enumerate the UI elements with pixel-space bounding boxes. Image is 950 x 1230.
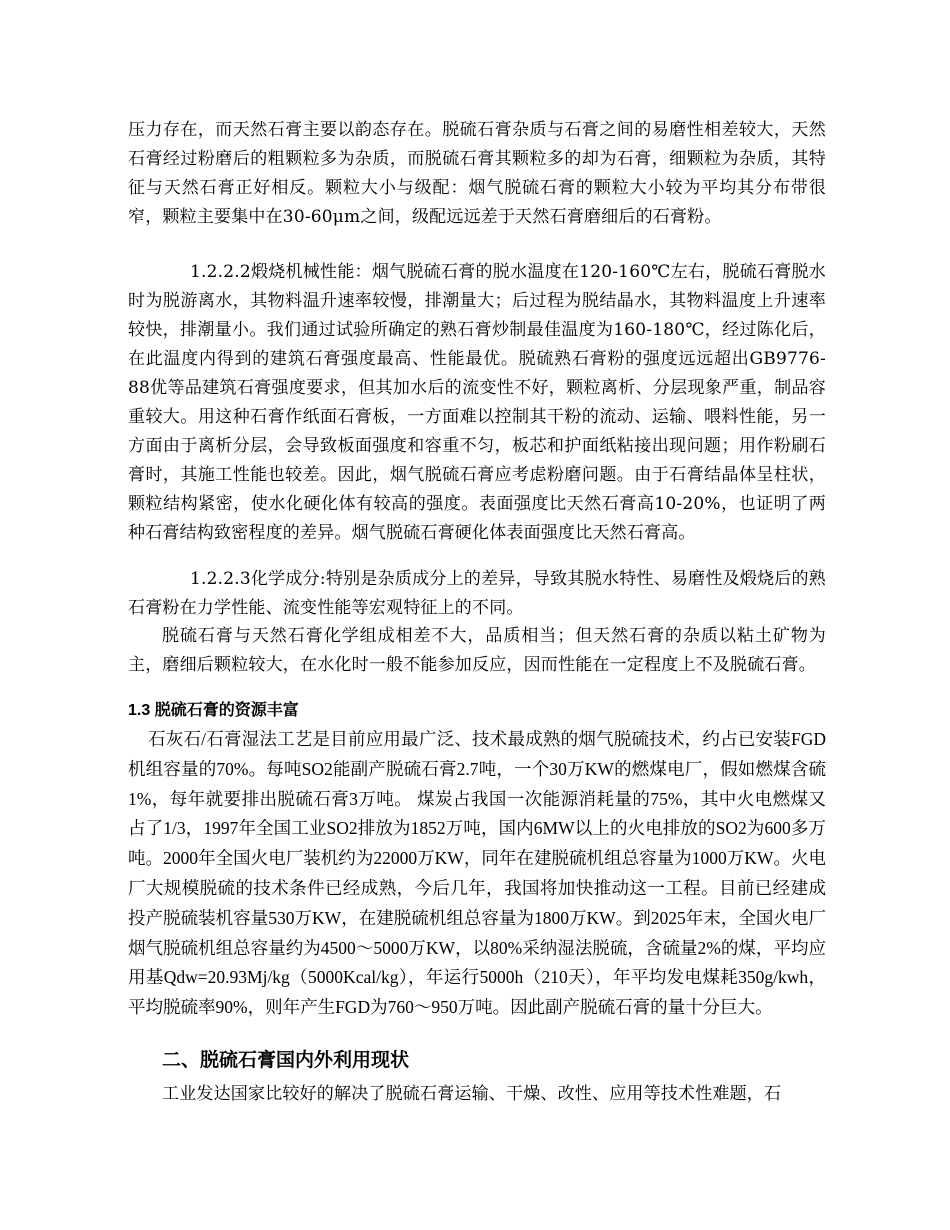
paragraph-composition-comparison: 脱硫石膏与天然石膏化学组成相差不大，品质相当；但天然石膏的杂质以粘土矿物为主，磨细后颗粒较大，在水化时一般不能参加反应，因而性能在一定程度上不及脱硫石膏。 xyxy=(128,626,826,675)
paragraph-chemical-composition: 1.2.2.3化学成分:特别是杂质成分上的差异，导致其脱水特性、易磨性及煅烧后的熟石膏粉在力学性能、流变性能等宏观特征上的不同。 xyxy=(128,569,826,618)
chapter-heading-2: 二、脱硫石膏国内外利用现状 xyxy=(162,1049,410,1071)
section-heading-1-3: 1.3 脱硫石膏的资源丰富 xyxy=(128,702,299,719)
paragraph-calcination-performance: 1.2.2.2煅烧机械性能：烟气脱硫石膏的脱水温度在120-160℃左右，脱硫石膏脱水时为脱游离水，其物料温升速率较慢，排潮量大；后过程为脱结晶水，其物料温度上升速率较快，排潮量小。我们通过试验所确定的熟石膏炒制最佳温度为160-180℃，经过陈化后，在此温度内得到的建筑石膏强度最高、性能最优。脱硫熟石膏粉的强度远远超出GB9776-88优等品建筑石膏强度要求，但其加水后的流变性不好，颗粒离析、分层现象严重，制品容重较大。用这种石膏作纸面石膏板，一方面难以控制其干粉的流动、运输、喂料性能，另一方面由于离析分层，会导致板面强度和容重不匀，板芯和护面纸粘接出现问题；用作粉刷石膏时，其施工性能也较差。因此，烟气脱硫石膏应考虑粉磨问题。由于石膏结晶体呈柱状，颗粒结构紧密，使水化硬化体有较高的强度。表面强度比天然石膏高10-20%，也证明了两种石膏结构致密程度的差异。烟气脱硫石膏硬化体表面强度比天然石膏高。 xyxy=(128,262,826,543)
paragraph-resources: 石灰石/石膏湿法工艺是目前应用最广泛、技术最成熟的烟气脱硫技术，约占已安装FGD机组容量的70%。每吨SO2能副产脱硫石膏2.7吨，一个30万KW的燃煤电厂，假如燃煤含硫1%，每年就要排出脱硫石膏3万吨。 煤炭占我国一次能源消耗量的75%，其中火电燃煤又占了1/3，1997年全国工业SO2排放为1852万吨，国内6MW以上的火电排放的SO2为600多万吨。2000年全国火电厂装机约为22000万KW，同年在建脱硫机组总容量为1000万KW。火电厂大规模脱硫的技术条件已经成熟，今后几年，我国将加快推动这一工程。目前已经建成投产脱硫装机容量530万KW，在建脱硫机组总容量为1800万KW。到2025年末，全国火电厂烟气脱硫机组总容量约为4500～5000万KW，以80%采纳湿法脱硫，含硫量2%的煤，平均应用基Qdw=20.93Mj/kg（5000Kcal/kg），年运行5000h（210天），年平均发电煤耗350g/kwh，平均脱硫率90%，则年产生FGD为760～950万吨。因此副产脱硫石膏的量十分巨大。 xyxy=(128,729,826,1018)
paragraph-particle-size: 压力存在，而天然石膏主要以韵态存在。脱硫石膏杂质与石膏之间的易磨性相差较大，天然石膏经过粉磨后的粗颗粒多为杂质，而脱硫石膏其颗粒多的却为石膏，细颗粒为杂质，其特征与天然石膏正好相反。颗粒大小与级配：烟气脱硫石膏的颗粒大小较为平均其分布带很窄，颗粒主要集中在30-60μm之间，级配远远差于天然石膏磨细后的石膏粉。 xyxy=(128,120,826,227)
paragraph-utilization-status: 工业发达国家比较好的解决了脱硫石膏运输、干燥、改性、应用等技术性难题，石 xyxy=(162,1084,782,1104)
